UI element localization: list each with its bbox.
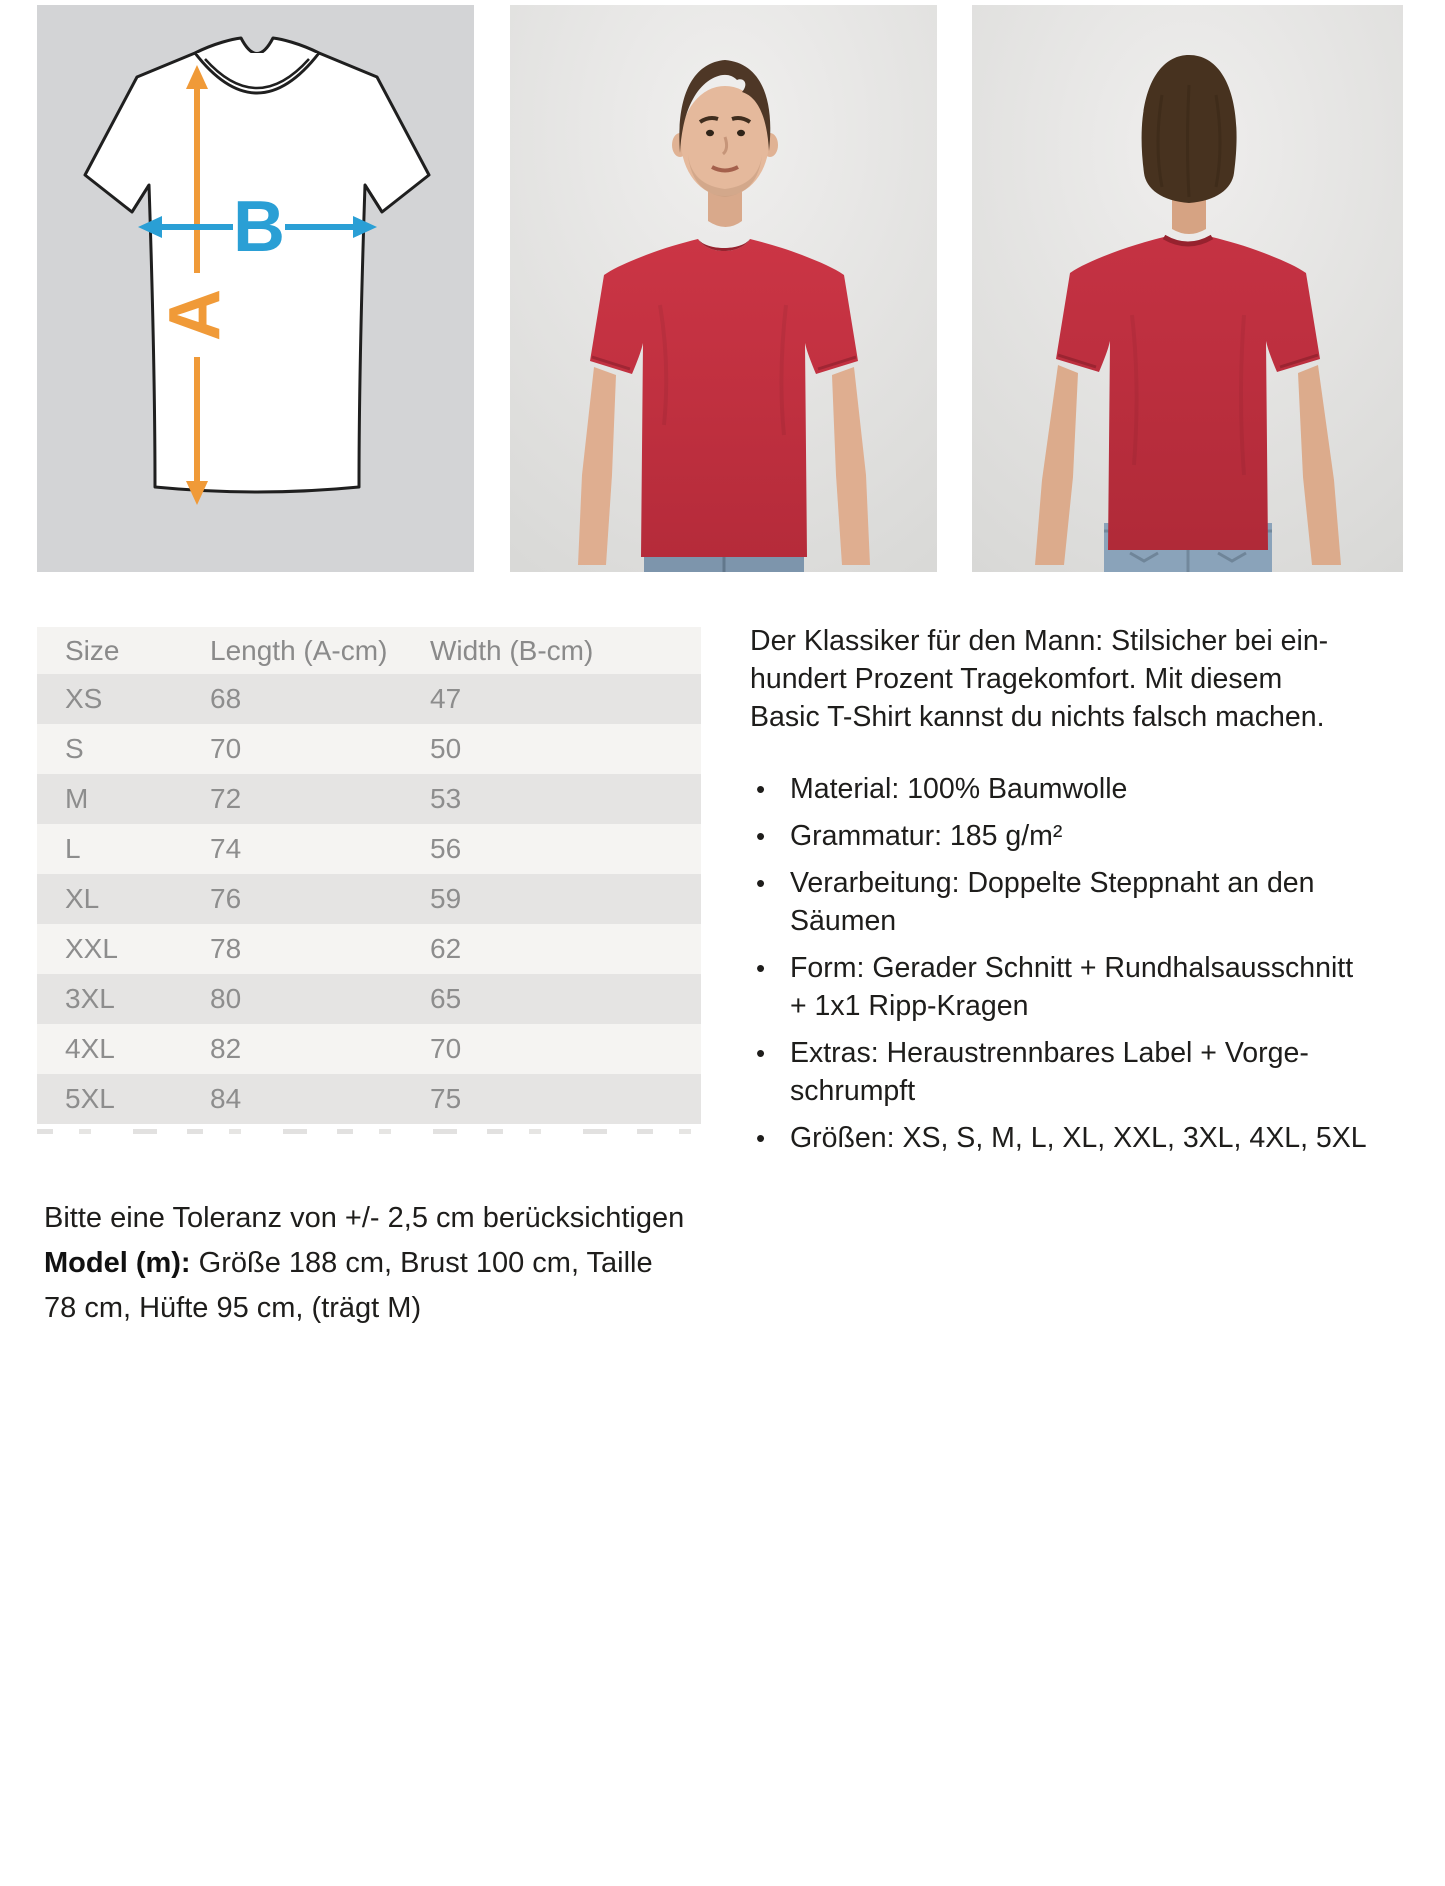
tolerance-note: Bitte eine Toleranz von +/- 2,5 cm berücksichtigen: [44, 1202, 685, 1234]
table-row: [37, 924, 701, 974]
detail-item: [750, 1119, 1430, 1157]
detail-text: Extras: Heraustrennbares Label + Vorge- schrumpft: [790, 1037, 1309, 1107]
length-cell: 70: [210, 733, 242, 764]
left-eye: [706, 130, 714, 136]
description-line: Der Klassiker für den Mann: Stilsicher bei ein-: [750, 625, 1329, 657]
length-cell: 82: [210, 1033, 242, 1064]
label-b: B: [233, 187, 285, 267]
detail-item: [750, 770, 1430, 808]
bullet-dot: •: [756, 1038, 766, 1068]
width-cell: 47: [430, 683, 462, 714]
column-header-size: Size: [37, 627, 182, 674]
bullet-dot: •: [756, 953, 766, 983]
table-row: [37, 974, 701, 1024]
label-a: A: [155, 289, 235, 341]
length-cell: 78: [210, 933, 242, 964]
model-front-photo: [510, 5, 937, 572]
size-diagram-image: [37, 5, 474, 572]
detail-text: Verarbeitung: Doppelte Steppnaht an den Säumen: [790, 867, 1315, 937]
model-front-illustration: [510, 5, 937, 572]
bullet-dot: •: [756, 821, 766, 851]
length-cell: 84: [210, 1083, 242, 1114]
size-table-body: [37, 674, 701, 1124]
table-header-row: [37, 627, 701, 674]
width-cell: 53: [430, 783, 462, 814]
detail-text: Material: 100% Baumwolle: [790, 773, 1128, 805]
detail-text: Form: Gerader Schnitt + Rundhalsausschnitt + 1x1 Ripp-Kragen: [790, 952, 1354, 1022]
table-row: [37, 1024, 701, 1074]
width-cell: 56: [430, 833, 462, 864]
right-eye: [737, 130, 745, 136]
detail-item: [750, 817, 1430, 855]
table-row: [37, 1074, 701, 1124]
size-cell: XL: [65, 883, 100, 914]
length-cell: 80: [210, 983, 242, 1014]
table-row: [37, 824, 701, 874]
product-description: [750, 622, 1430, 1166]
width-cell: 50: [430, 733, 462, 764]
length-cell: 68: [210, 683, 242, 714]
table-row: [37, 674, 701, 724]
bullet-dot: •: [756, 868, 766, 898]
detail-item: [750, 864, 1430, 940]
model-info-line1: [44, 1241, 704, 1286]
size-cell: 4XL: [65, 1033, 115, 1064]
width-cell: 62: [430, 933, 462, 964]
product-details-list: [750, 770, 1430, 1157]
size-cell: M: [65, 783, 89, 814]
table-row: [37, 774, 701, 824]
model-back-illustration: [972, 5, 1403, 572]
size-cell: S: [65, 733, 84, 764]
description-paragraph: [750, 622, 1430, 736]
detail-text: Grammatur: 185 g/m²: [790, 820, 1063, 852]
width-cell: 70: [430, 1033, 462, 1064]
model-info-label: Model (m):: [44, 1247, 191, 1279]
bullet-dot: •: [756, 774, 766, 804]
size-cell: XS: [65, 683, 103, 714]
size-cell: L: [65, 833, 81, 864]
tshirt-measurement-diagram-icon: [37, 5, 474, 572]
width-cell: 59: [430, 883, 462, 914]
model-back-photo: [972, 5, 1403, 572]
column-header-width: Width (B-cm): [402, 627, 701, 674]
column-header-length: Length (A-cm): [182, 627, 402, 674]
bullet-dot: •: [756, 1123, 766, 1153]
width-cell: 65: [430, 983, 462, 1014]
model-info-line2: 78 cm, Hüfte 95 cm, (trägt M): [44, 1292, 422, 1324]
size-cell: XXL: [65, 933, 118, 964]
description-line: Basic T-Shirt kannst du nichts falsch machen.: [750, 701, 1325, 733]
table-cut-off-row: [37, 1129, 701, 1134]
detail-item: [750, 1034, 1430, 1110]
width-cell: 75: [430, 1083, 462, 1114]
length-cell: 72: [210, 783, 242, 814]
table-row: [37, 724, 701, 774]
model-info-text: Größe 188 cm, Brust 100 cm, Taille: [198, 1247, 653, 1279]
length-cell: 76: [210, 883, 242, 914]
size-cell: 3XL: [65, 983, 115, 1014]
size-cell: 5XL: [65, 1083, 115, 1114]
detail-item: [750, 949, 1430, 1025]
footer-notes: [44, 1196, 704, 1331]
description-line: hundert Prozent Tragekomfort. Mit diesem: [750, 663, 1283, 695]
length-cell: 74: [210, 833, 242, 864]
table-row: [37, 874, 701, 924]
detail-text: Größen: XS, S, M, L, XL, XXL, 3XL, 4XL, 5XL: [790, 1122, 1367, 1154]
size-table: [37, 627, 701, 1124]
